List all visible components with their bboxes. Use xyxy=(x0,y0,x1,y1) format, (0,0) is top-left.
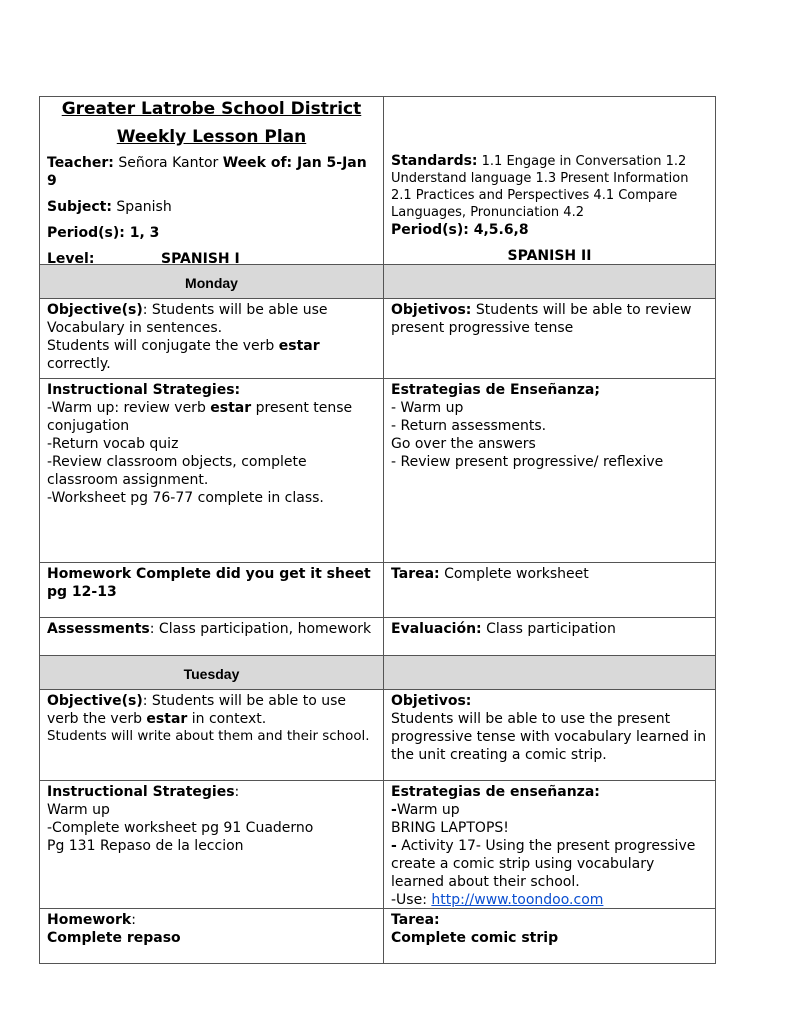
column-divider-tuesday xyxy=(383,656,384,689)
tuesday-objetivos-cell xyxy=(384,690,715,780)
subject-label: Subject: xyxy=(47,199,112,215)
tuesday-objective-label: Objective(s) xyxy=(47,693,143,709)
periods2-label: Period(s): 4,5.6,8 xyxy=(391,222,529,238)
teacher-value: Señora Kantor xyxy=(113,155,223,171)
tuesday-estrategias-label-line xyxy=(391,783,708,801)
tuesday-objetivos-text: Students will be able to use the present progressive tense with vocabulary learned in the unit creating a comic strip. xyxy=(391,711,707,763)
tuesday-strategies-label-line xyxy=(47,783,376,801)
monday-tarea-text: Complete worksheet xyxy=(439,566,589,582)
tuesday-objective-text2: in context. xyxy=(187,711,267,727)
tuesday-est-warmup-line xyxy=(391,801,708,819)
monday-warmup-text-a: -Warm up: review verb xyxy=(47,400,211,416)
level2-line xyxy=(391,247,708,264)
tuesday-tarea-cell xyxy=(384,909,715,963)
tuesday-objetivos-label: Objetivos: xyxy=(391,693,472,709)
subject-line xyxy=(47,198,376,216)
monday-tarea-cell xyxy=(384,563,715,617)
tuesday-objective-cell xyxy=(40,690,383,780)
standards-block xyxy=(391,153,708,221)
tuesday-homework-cell xyxy=(40,909,383,963)
level-line xyxy=(47,250,376,264)
monday-evaluacion-text: Class participation xyxy=(481,621,616,637)
monday-strategies-label: Instructional Strategies: xyxy=(47,382,241,398)
tuesday-tarea-text: Complete comic strip xyxy=(391,930,559,946)
monday-homework-cell xyxy=(40,563,383,617)
tuesday-est-use: -Use: xyxy=(391,892,432,908)
tuesday-strategies-label: Instructional Strategies xyxy=(47,784,235,800)
monday-heading: Monday xyxy=(185,275,238,291)
standards-label: Standards: xyxy=(391,153,478,169)
tuesday-strategies-cell xyxy=(40,781,383,908)
tuesday-objective-bold: estar xyxy=(146,711,188,727)
monday-objetivos-label: Objetivos: xyxy=(391,302,472,318)
tuesday-homework-colon: : xyxy=(131,912,136,928)
periods2-line xyxy=(391,221,708,239)
monday-objective-line1 xyxy=(47,301,376,337)
table-border-right xyxy=(715,96,716,964)
tuesday-strategies-colon: : xyxy=(234,784,240,800)
level-value: SPANISH I xyxy=(161,251,240,264)
monday-estrategias-cell xyxy=(384,379,715,562)
tuesday-objective-text3: Students will write about them and their school. xyxy=(47,729,370,744)
tuesday-tarea-text-line xyxy=(391,929,708,947)
level2-value: SPANISH II xyxy=(507,248,592,264)
monday-strategies-warmup xyxy=(47,399,376,435)
tuesday-homework-text-line xyxy=(47,929,376,947)
tuesday-est-laptops: BRING LAPTOPS! xyxy=(391,820,509,836)
periods-line xyxy=(47,224,376,242)
monday-evaluacion-label: Evaluación: xyxy=(391,621,482,637)
toondoo-link[interactable]: http://www.toondoo.com xyxy=(431,892,604,908)
tuesday-est-activity-line xyxy=(391,837,708,891)
tuesday-strategies-text: Warm up -Complete worksheet pg 91 Cuaderno Pg 131 Repaso de la leccion xyxy=(47,802,314,854)
monday-evaluacion-cell xyxy=(384,618,715,655)
plan-title: Weekly Lesson Plan xyxy=(116,127,307,147)
week-label: Week of: Jan 5-Jan 9 xyxy=(47,155,367,189)
tuesday-homework-label-line xyxy=(47,911,376,929)
monday-strategies-text: -Return vocab quiz -Review classroom objects, complete classroom assignment. -Worksheet pg 76-77 complete in class. xyxy=(47,436,324,506)
level-label: Level: xyxy=(47,251,95,264)
tuesday-tarea-label-line xyxy=(391,911,708,929)
teacher-line xyxy=(47,154,376,190)
monday-strategies-cell xyxy=(40,379,383,562)
tuesday-estrategias-label: Estrategias de enseñanza: xyxy=(391,784,600,800)
tuesday-est-warmup: Warm up xyxy=(396,802,460,818)
standards-text: 1.1 Engage in Conversation 1.2 Understand language 1.3 Present Information 2.1 Practices and Perspectives 4.1 Compare Languages, Pronunciation 4.2 xyxy=(391,154,689,220)
tuesday-homework-label: Homework xyxy=(47,912,132,928)
monday-objective-label: Objective(s) xyxy=(47,302,143,318)
tuesday-objetivos-label-line xyxy=(391,692,708,710)
monday-objective-text2: Students will conjugate the verb xyxy=(47,338,279,354)
monday-objetivos-cell xyxy=(384,299,715,378)
tuesday-est-dash1: - xyxy=(391,802,397,818)
monday-strategies-label-line xyxy=(47,381,376,399)
tuesday-objective-line1 xyxy=(47,692,376,728)
tuesday-homework-text: Complete repaso xyxy=(47,930,181,946)
subject-value: Spanish xyxy=(111,199,172,215)
column-divider-monday xyxy=(383,265,384,298)
monday-estrategias-label-line xyxy=(391,381,708,399)
tuesday-est-dash2: - xyxy=(391,838,397,854)
monday-objective-text3: correctly. xyxy=(47,356,111,372)
monday-warmup-bold: estar xyxy=(210,400,252,416)
monday-objetivos-text: Students will be able to review present progressive tense xyxy=(391,302,692,336)
monday-assessments-label: Assessments xyxy=(47,621,150,637)
monday-estrategias-text: - Warm up - Return assessments. Go over the answers - Review present progressive/ reflexive xyxy=(391,400,664,470)
row-line xyxy=(39,655,716,656)
monday-assessments-cell xyxy=(40,618,383,655)
header-right-cell xyxy=(384,97,715,264)
table-border-bottom xyxy=(39,963,716,964)
tuesday-est-use-line xyxy=(391,891,708,908)
monday-objective-line2 xyxy=(47,337,376,373)
monday-objective-text: : Students will be able use Vocabulary in sentences. xyxy=(47,302,328,336)
monday-objective-bold: estar xyxy=(278,338,320,354)
district-title: Greater Latrobe School District xyxy=(61,99,362,119)
header-left-cell xyxy=(40,97,383,264)
tuesday-heading: Tuesday xyxy=(183,666,240,682)
monday-homework-label: Homework Complete did you get it sheet pg 12-13 xyxy=(47,566,371,600)
tuesday-tarea-label: Tarea: xyxy=(391,912,440,928)
tuesday-objective-text: : Students will be able to use verb the verb xyxy=(47,693,347,727)
monday-estrategias-label: Estrategias de Enseñanza; xyxy=(391,382,600,398)
monday-assessments-text: : Class participation, homework xyxy=(149,621,372,637)
tuesday-estrategias-cell xyxy=(384,781,715,908)
monday-tarea-label: Tarea: xyxy=(391,566,440,582)
monday-warmup-text-b: present tense conjugation xyxy=(47,400,353,434)
teacher-label: Teacher: xyxy=(47,155,114,171)
tuesday-est-activity: Activity 17- Using the present progressive create a comic strip using vocabulary learned about their school. xyxy=(391,838,696,890)
periods-label: Period(s): 1, 3 xyxy=(47,225,160,241)
row-line xyxy=(39,264,716,265)
monday-objective-cell xyxy=(40,299,383,378)
